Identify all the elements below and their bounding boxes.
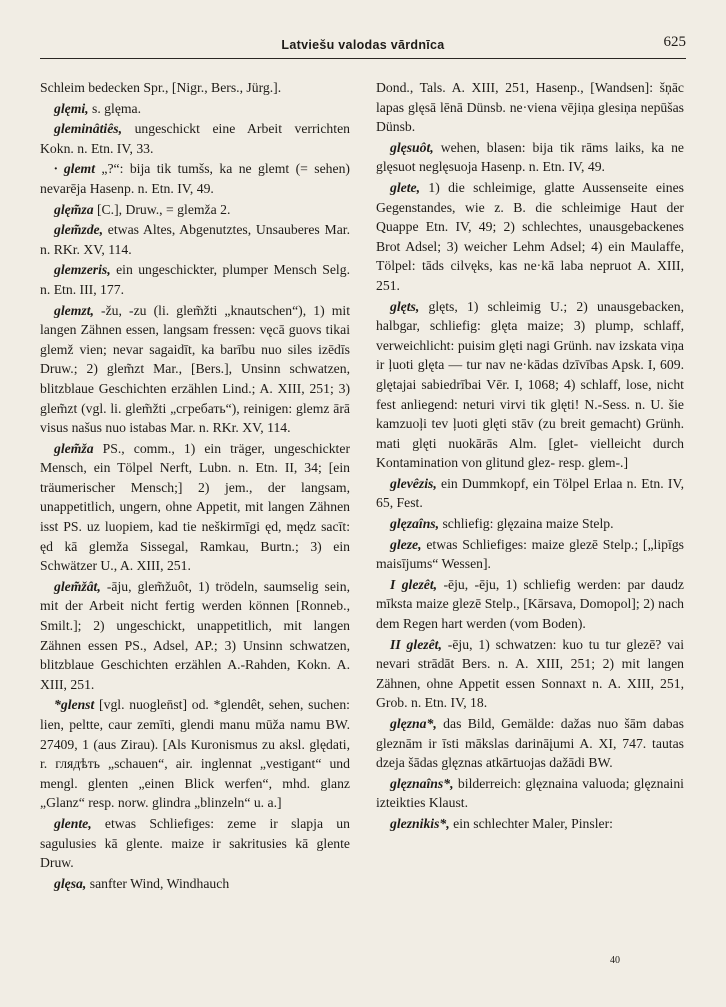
dictionary-entry: [40, 99, 350, 119]
entry-headword: I glezêt,: [390, 576, 438, 592]
entry-definition: -ēju, -ēju, 1) schliefig werden: par daudz mīksta maize glezē Stelp., [Kārsava, Domopol]; 2) nach dem Regen hart werden (vom Boden).: [376, 576, 684, 632]
entry-definition: Dond., Tals. A. XIII, 251, Hasenp., [Wandsen]: šņāc lapas glęsā lēnā Dünsb. ne·viena vējiņa glesiņa nepūšas Dünsb.: [376, 80, 684, 135]
dictionary-entry: [40, 200, 350, 220]
dictionary-entry: [376, 774, 684, 813]
signature-mark: 40: [610, 955, 620, 966]
entry-headword: glęznaîns*,: [390, 775, 454, 791]
dictionary-entry: [40, 220, 350, 259]
dictionary-entry: [376, 575, 684, 634]
running-title: Latviešu valodas vārdnīca: [281, 38, 445, 52]
dictionary-entry: [376, 714, 684, 773]
dictionary-entry: [376, 814, 684, 834]
left-column: [40, 78, 350, 894]
entry-headword: *glenst: [54, 697, 95, 713]
entry-headword: glęzna*,: [390, 716, 437, 731]
entry-definition: ungeschickt eine Arbeit verrichten Kokn. n. Etn. IV, 33.: [40, 121, 350, 156]
entry-definition: PS., comm., 1) ein träger, ungeschickter Mensch, ein Tölpel Nerft, Lubn. n. Etn. II, 34; [ein träumerischer Mensch;] 2) jem., der langsam, unappetitlich, ungern, ohne Appetit, mit langen Zähnen isst PS. uz luopiem, kad tie neškirmīgi ęd, mędz sacīt: ęd kā glemža Sissegal, Ramkau, Burtn.; 3) ein Schwätzer U., A. XIII, 251.: [40, 440, 350, 574]
entry-definition: Schleim bedecken Spr., [Nigr., Bers., Jürg.].: [40, 80, 282, 95]
entry-headword: gleznikis*,: [390, 815, 450, 831]
entry-headword: · glemt: [54, 161, 95, 177]
dictionary-entry: [40, 439, 350, 576]
dictionary-entry: [40, 119, 350, 158]
entry-headword: glęsuôt,: [390, 139, 434, 155]
entry-headword: glem̃ža: [54, 440, 94, 456]
entry-definition: glęts, 1) schleimig U.; 2) unausgebacken, halbgar, schliefig: glęta maize; 3) plump, schlaff, verweichlicht: puisim glęti nagi Grünh. nav izskata viņa ir ļuoti glęta — tur nav ne·kādas dzīvības Apsk. I, 609. glętajai sabiedrībai Vēr. I, 1068; 4) schlaff, lose, nicht fest anliegend: neturi virvi tik glęti! N.-Sess. n. U. šie kamzuoļi tev ļuoti glęti stāv (zu breit gemacht) Grünh. mati glęti nuokārās Alm. [glet- vielleicht durch Kontamination von glitund glez- resp. glem-.]: [376, 298, 684, 471]
dictionary-entry: [40, 260, 350, 299]
entry-definition: ein schlechter Maler, Pinsler:: [449, 815, 613, 831]
dictionary-entry: [376, 138, 684, 177]
entry-definition: etwas Altes, Abgenutztes, Unsauberes Mar. n. RKr. XV, 114.: [40, 222, 350, 257]
entry-headword: glem̃zde,: [54, 222, 104, 238]
entry-headword: gleminâtiês,: [54, 121, 123, 137]
entry-definition: ein Dummkopf, ein Tölpel Erlaa n. Etn. IV, 65, Fest.: [376, 475, 684, 511]
entry-definition: -žu, -zu (li. glem̃žti „knautschen“), 1) mit langen Zähnen essen, langsam fressen: vęcā guovs tikai glemž vien; nevar sagaidīt, ka barību nuo siles izēdīs Druw.; 2) glem̃zt Mar., [Bers.], Unsinn schwatzen, blitzblaue Geschichten erzählen Lind.; A. XIII, 251; 3) glem̃zt (vgl. li. glem̃žti „сгребать“), reinigen: glemz ārā visus našus nuo istabas Mar. n. RKr. XV, 114.: [40, 302, 350, 436]
right-column: [376, 78, 684, 835]
entry-headword: gleze,: [390, 536, 422, 552]
dictionary-entry: [40, 577, 350, 695]
dictionary-entry: [376, 535, 684, 574]
entry-headword: glente,: [54, 815, 92, 831]
entry-definition: sanfter Wind, Windhauch: [86, 875, 230, 891]
entry-definition: [vgl. nuoglen̄st] od. *glendêt, sehen, suchen: lien, peltte, caur zemīti, glendi manu mūža namu BW. 27409, 1 (aus Zirau). [Als Kuronismus zu aksl. ględati, r. глядѣть „schauen“, air. inglennat „vestigant“ und mengl. glenten „einen Blick werfen“, mhd. glanz „Glanz“ resp. norw. glindra „blinzeln“ u. a.]: [40, 697, 350, 811]
entry-definition: schliefig: glęzaina maize Stelp.: [439, 516, 614, 532]
entry-definition: -ēju, 1) schwatzen: kuo tu tur glezē? vai nevari strādāt Bers. n. A. XIII, 251; 2) mit langen Zähnen, ohne Appetit essen Sonnaxt n. A. XIII, 251, Grob. n. Etn. IV, 18.: [376, 636, 684, 711]
entry-headword: glęm̃za: [54, 201, 94, 217]
dictionary-entry: [376, 514, 684, 534]
dictionary-entry: [376, 474, 684, 513]
entry-headword: glete,: [390, 179, 421, 195]
entry-headword: glem̃žât,: [54, 578, 101, 594]
entry-headword: glęts,: [390, 298, 420, 314]
entry-headword: glęmi,: [54, 100, 89, 116]
entry-definition: -āju, glem̃žuôt, 1) trödeln, saumselig sein, mit der Arbeit nicht fertig werden können [Ronneb., Smilt.]; 2) ungeschickt, unappetitlich, mit langen Zähnen essen PS., Adsel, AP.; 3) Unsinn schwatzen, blitzblaue Geschichten erzählen A.-Rahden, Kokn. A. XIII, 251.: [40, 578, 350, 692]
entry-definition: 1) die schleimige, glatte Aussenseite eines Gegenstandes, wie z. B. die schleimige Haut der Quappe Etn. IV, 49; 2) schlechtes, unausgebackenes Brot Adsel; 3) weicher Lehm Adsel; 4) ein Maulaffe, Tölpel: tāds cilvęks, kas ne·kā laba nepruot A. XIII, 251.: [376, 179, 684, 293]
dictionary-entry: [376, 635, 684, 713]
entry-headword: II glezêt,: [390, 636, 442, 652]
entry-headword: glemzt,: [54, 302, 94, 318]
dictionary-entry: [40, 78, 350, 98]
dictionary-entry: [40, 159, 350, 198]
entry-definition: ein ungeschickter, plumper Mensch Selg. n. Etn. III, 177.: [40, 262, 350, 297]
entry-definition: etwas Schliefiges: zeme ir slapja un sagulusies kā glente. maize ir sakritusies kā glente Druw.: [40, 815, 350, 871]
page-number: 625: [663, 34, 686, 50]
entry-definition: etwas Schliefiges: maize glezē Stelp.; [„lipīgs maisījums“ Wessen].: [376, 536, 684, 572]
entry-definition: s. glęma.: [88, 100, 142, 116]
entry-headword: glęzaîns,: [390, 516, 440, 532]
entry-definition: das Bild, Gemälde: dažas nuo šām dabas gleznām ir īsti mākslas darināįumi A. XI, 747. tautas dzeja šādas glęznas atkārtuojas dažādi BW.: [376, 716, 684, 771]
entry-headword: glęsa,: [54, 875, 87, 891]
entry-headword: glemzeris,: [54, 262, 111, 278]
entry-definition: wehen, blasen: bija tik rāms laiks, ka ne glęsuot neglęsuoja Hasenp. n. Etn. IV, 49.: [376, 139, 684, 175]
dictionary-entry: [40, 301, 350, 438]
entry-definition: „?“: bija tik tumšs, ka ne glemt (= sehen) nevarēja Hasenp. n. Etn. IV, 49.: [40, 161, 350, 196]
dictionary-entry: [376, 78, 684, 137]
dictionary-entry: [376, 297, 684, 473]
running-header: [40, 34, 686, 59]
dictionary-entry: [376, 178, 684, 296]
dictionary-entry: [40, 695, 350, 813]
dictionary-entry: [40, 874, 350, 894]
dictionary-entry: [40, 814, 350, 873]
entry-headword: glevêzis,: [390, 475, 437, 491]
entry-definition: [C.], Druw., = glemža 2.: [93, 201, 231, 217]
entry-definition: bilderreich: glęznaina valuoda; glęznaini izteikties Klaust.: [376, 775, 684, 811]
